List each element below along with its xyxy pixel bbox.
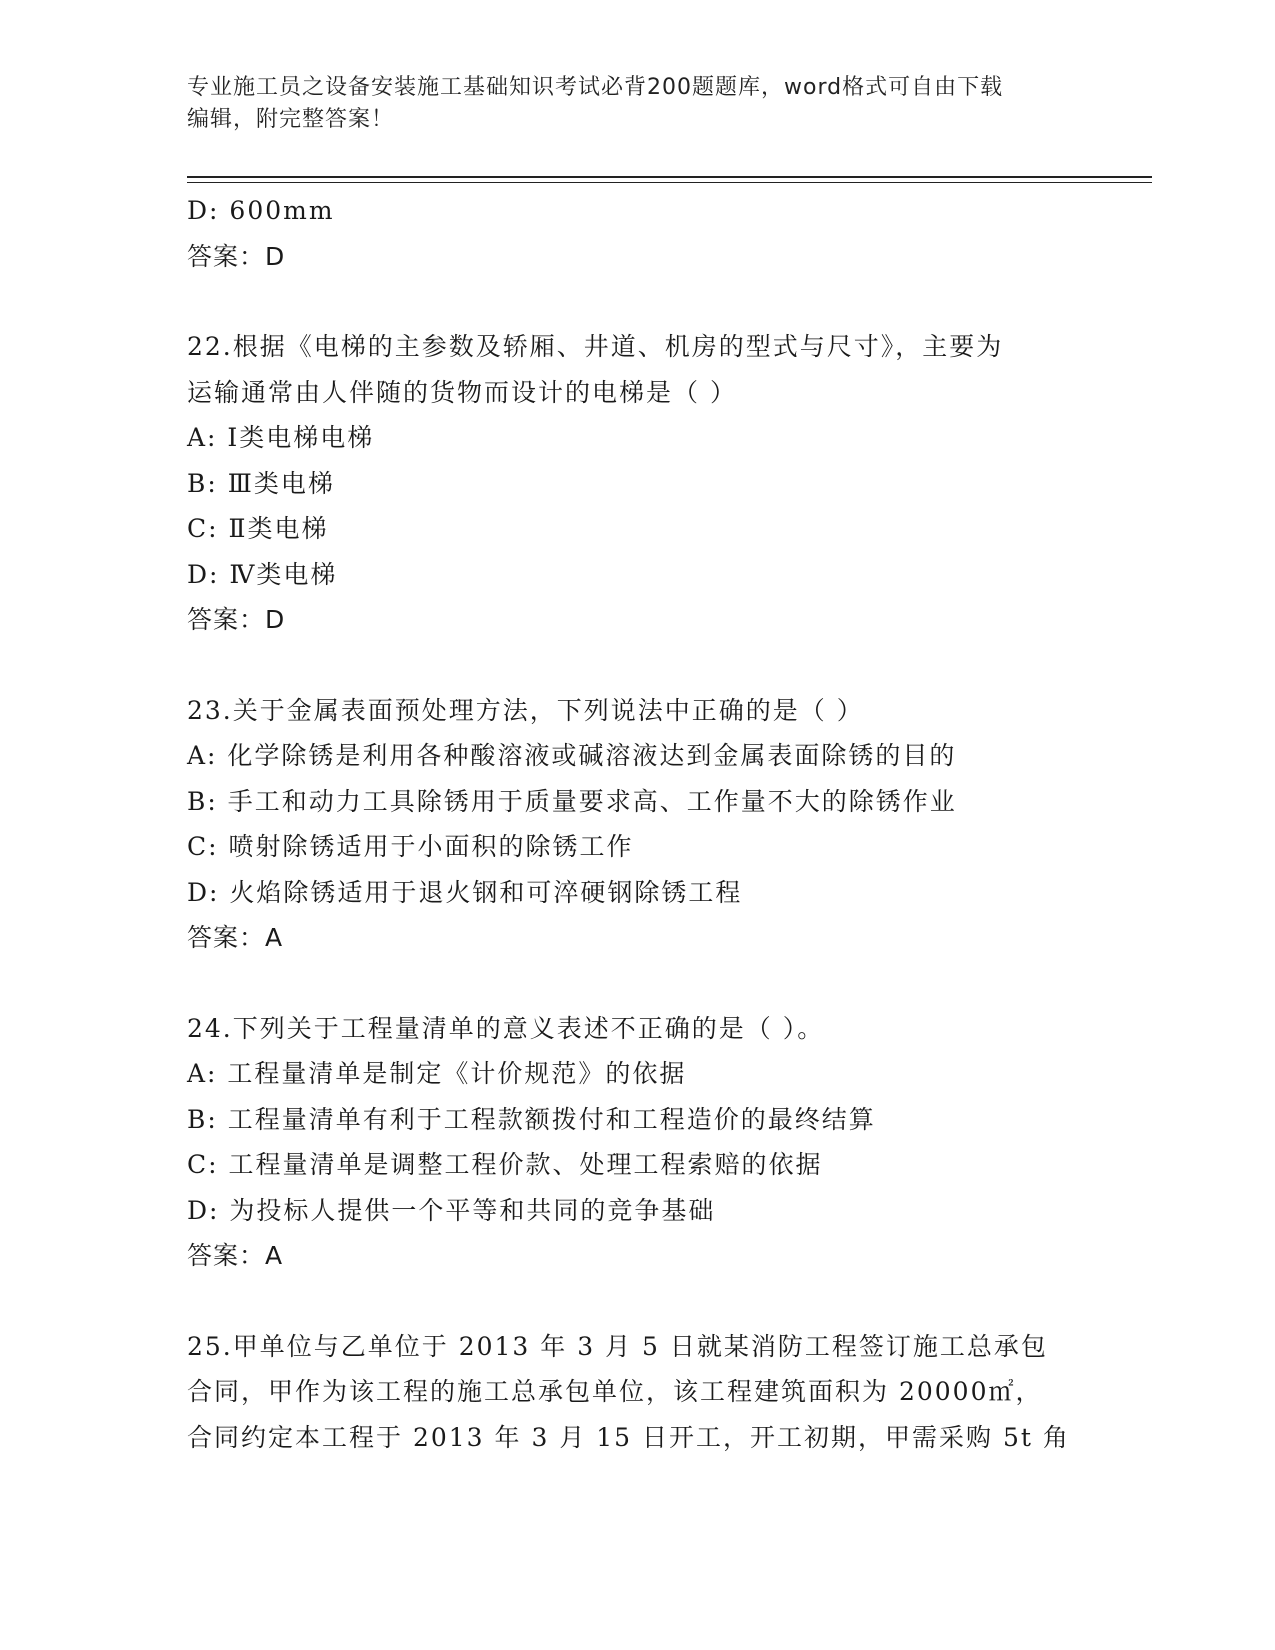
option-a: A: 化学除锈是利用各种酸溶液或碱溶液达到金属表面除锈的目的 bbox=[187, 741, 957, 770]
question-stem: 运输通常由人伴随的货物而设计的电梯是（ ） bbox=[187, 377, 737, 407]
option-d: D: Ⅳ类电梯 bbox=[187, 559, 338, 589]
header-title-line2: 编辑，附完整答案！ bbox=[187, 107, 395, 132]
option-d: D: 600mm bbox=[187, 196, 335, 225]
option-c: C: 工程量清单是调整工程价款、处理工程索赔的依据 bbox=[187, 1150, 823, 1179]
answer: 答案：A bbox=[187, 923, 284, 952]
question-stem: 22.根据《电梯的主参数及轿厢、井道、机房的型式与尺寸》，主要为 bbox=[187, 332, 1004, 361]
answer: 答案：D bbox=[187, 605, 286, 634]
question-stem: 24.下列关于工程量清单的意义表述不正确的是（ ）。 bbox=[187, 1013, 825, 1043]
header-divider bbox=[187, 176, 1152, 178]
option-c: C: 喷射除锈适用于小面积的除锈工作 bbox=[187, 832, 634, 861]
question-stem: 23.关于金属表面预处理方法，下列说法中正确的是（ ） bbox=[187, 695, 864, 725]
question-23 bbox=[187, 688, 1147, 961]
header-title-line1: 专业施工员之设备安装施工基础知识考试必背200题题库，word格式可自由下载 bbox=[187, 75, 1004, 100]
option-b: B: 手工和动力工具除锈用于质量要求高、工作量不大的除锈作业 bbox=[187, 786, 957, 816]
header-divider-thin bbox=[187, 182, 1152, 183]
option-c: C: Ⅱ类电梯 bbox=[187, 514, 329, 543]
question-stem: 合同，甲作为该工程的施工总承包单位，该工程建筑面积为 20000㎡， bbox=[187, 1377, 1043, 1406]
question-stem: 25.甲单位与乙单位于 2013 年 3 月 5 日就某消防工程签订施工总承包 bbox=[187, 1331, 1048, 1361]
option-a: A: Ⅰ类电梯电梯 bbox=[187, 423, 375, 452]
option-b: B: 工程量清单有利于工程款额拨付和工程造价的最终结算 bbox=[187, 1104, 876, 1134]
page-header bbox=[187, 72, 1067, 136]
question-24 bbox=[187, 1006, 1147, 1279]
question-25 bbox=[187, 1324, 1147, 1461]
question-21-tail bbox=[187, 188, 1147, 279]
option-b: B: Ⅲ类电梯 bbox=[187, 468, 335, 498]
question-22 bbox=[187, 324, 1147, 643]
question-stem: 合同约定本工程于 2013 年 3 月 15 日开工，开工初期，甲需采购 5t 角 bbox=[187, 1422, 1070, 1452]
option-d: D: 火焰除锈适用于退火钢和可淬硬钢除锈工程 bbox=[187, 877, 743, 907]
option-a: A: 工程量清单是制定《计价规范》的依据 bbox=[187, 1059, 687, 1088]
document-body bbox=[187, 188, 1147, 1460]
answer: 答案：A bbox=[187, 1241, 284, 1270]
answer: 答案：D bbox=[187, 241, 286, 271]
option-d: D: 为投标人提供一个平等和共同的竞争基础 bbox=[187, 1195, 716, 1225]
